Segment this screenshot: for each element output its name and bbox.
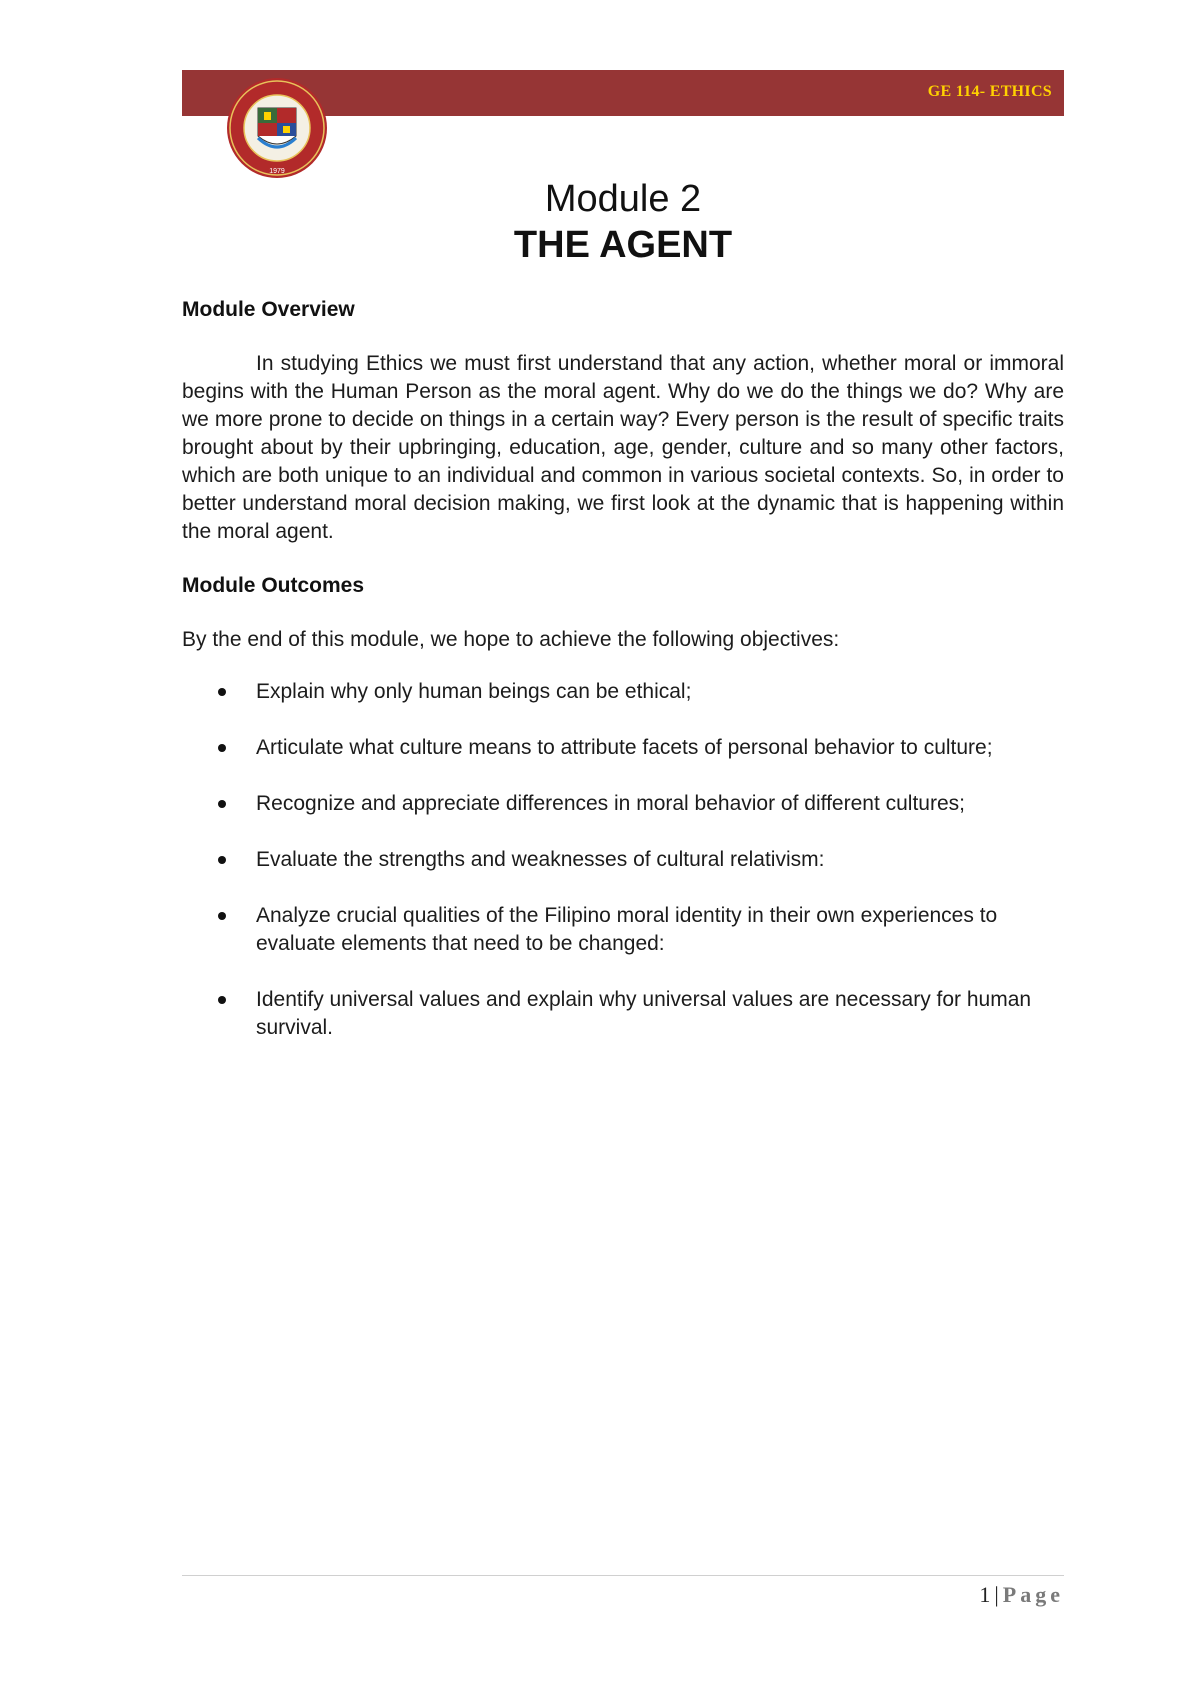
list-item — [182, 678, 1064, 706]
bullet-icon — [218, 912, 226, 920]
bullet-icon — [218, 856, 226, 864]
outcomes-heading: Module Outcomes — [182, 574, 365, 597]
outcome-text: Explain why only human beings can be ethical; — [256, 680, 692, 703]
module-number: Module 2 — [544, 178, 702, 220]
page-number: 1 — [979, 1582, 991, 1607]
outcome-text: Articulate what culture means to attribute facets of personal behavior to culture; — [256, 736, 993, 759]
list-item — [182, 734, 1064, 762]
overview-paragraph: In studying Ethics we must first understand that any action, whether moral or immoral begins with the Human Person as the moral agent. Why do we do the things we do? Why are we more prone to decide on things in a certain way? Every person is the result of specific traits brought about by their upbringing, education, age, gender, culture and so many other factors, which are both unique to an individual and common in various societal contexts. So, in order to better understand moral decision making, we first look at the dynamic that is happening within the moral agent. — [182, 352, 1064, 543]
list-item — [182, 790, 1064, 818]
footer-divider — [182, 1575, 1064, 1576]
seal-year: 1979 — [269, 168, 285, 175]
bullet-icon — [218, 688, 226, 696]
outcomes-list — [182, 678, 1064, 1042]
page-footer — [979, 1582, 1064, 1608]
outcome-text: Recognize and appreciate differences in moral behavior of different cultures; — [256, 792, 965, 815]
outcomes-intro: By the end of this module, we hope to achieve the following objectives: — [182, 628, 840, 651]
overview-heading: Module Overview — [182, 298, 355, 321]
outcome-text: Identify universal values and explain why universal values are necessary for human survival. — [256, 988, 1032, 1039]
bullet-icon — [218, 744, 226, 752]
outcome-text: Analyze crucial qualities of the Filipino moral identity in their own experiences to evaluate elements that need to be changed: — [256, 904, 998, 955]
footer-separator: | — [994, 1582, 999, 1607]
title-block — [182, 176, 1064, 268]
university-seal-icon — [222, 78, 332, 182]
content-body — [182, 296, 1064, 1070]
list-item — [182, 902, 1064, 958]
bullet-icon — [218, 800, 226, 808]
page-label: Page — [1002, 1582, 1064, 1607]
course-code: GE 114- ETHICS — [927, 83, 1052, 100]
list-item — [182, 986, 1064, 1042]
bullet-icon — [218, 996, 226, 1004]
outcome-text: Evaluate the strengths and weaknesses of cultural relativism: — [256, 848, 825, 871]
list-item — [182, 846, 1064, 874]
module-title: THE AGENT — [513, 224, 733, 266]
